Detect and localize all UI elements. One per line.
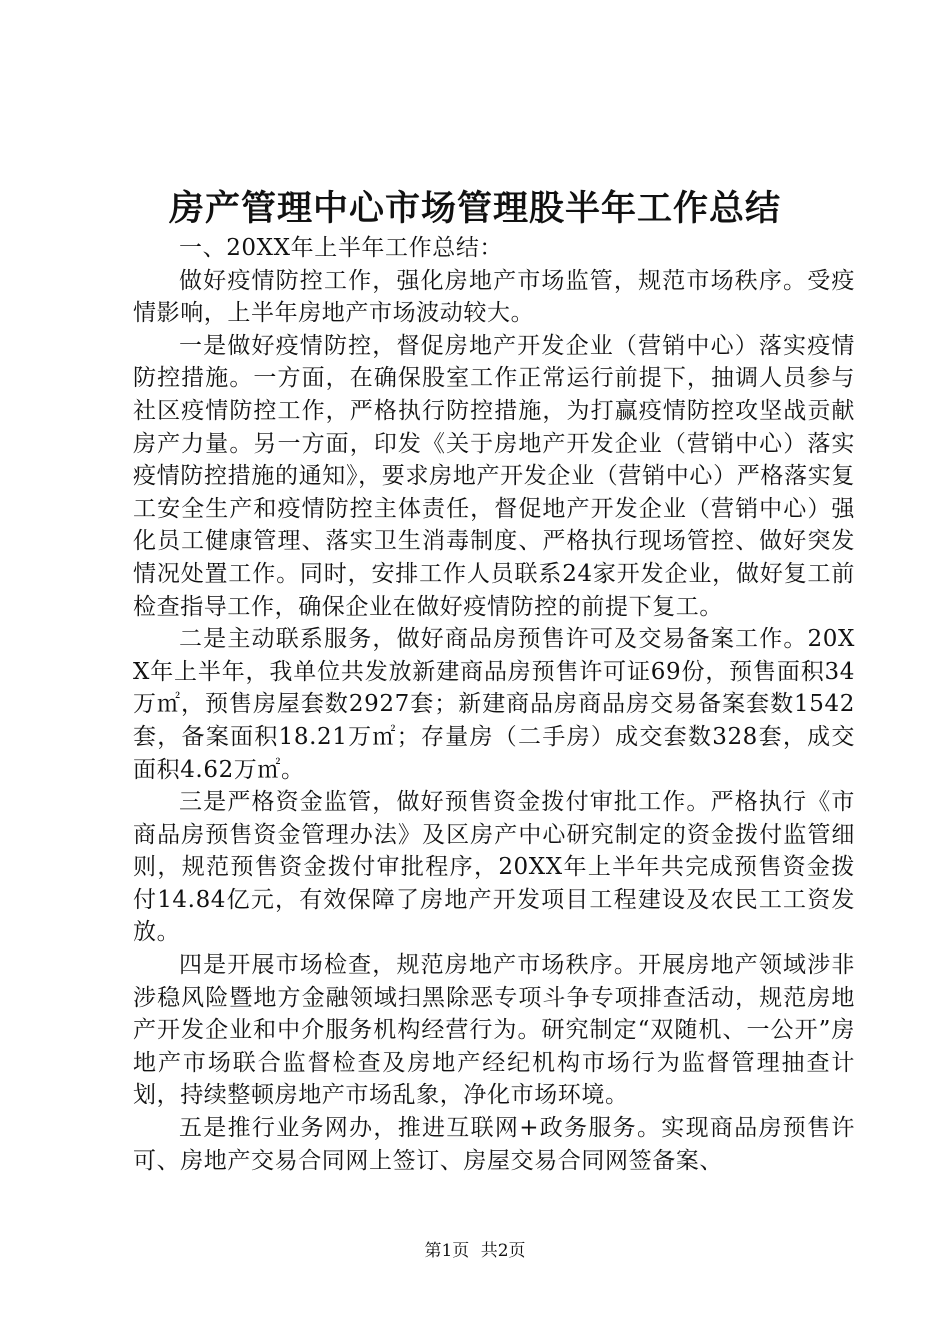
paragraph-item-2: 二是主动联系服务，做好商品房预售许可及交易备案工作。20XX年上半年，我单位共发放新建商品房预售许可证69份，预售面积34万㎡，预售房屋套数2927套；新建商品房商品房交易备案套数1542套，备案面积18.21万㎡；存量房（二手房）成交套数328套，成交面积4.62万㎡。 (133, 626, 855, 783)
page-number: 第1页 (424, 1241, 470, 1261)
paragraph-item-3: 三是严格资金监管，做好预售资金拨付审批工作。严格执行《市商品房预售资金管理办法》及区房产中心研究制定的资金拨付监管细则，规范预售资金拨付审批程序，20XX年上半年共完成预售资金拨付14.84亿元，有效保障了房地产开发项目工程建设及农民工工资发放。 (133, 789, 855, 946)
document-title: 房产管理中心市场管理股半年工作总结 (168, 188, 781, 229)
paragraph-item-5: 五是推行业务网办，推进互联网+政务服务。实现商品房预售许可、房地产交易合同网上签订、房屋交易合同网签备案、 (133, 1115, 855, 1174)
page-footer (0, 1240, 950, 1262)
paragraph-item-1: 一是做好疫情防控，督促房地产开发企业（营销中心）落实疫情防控措施。一方面，在确保股室工作正常运行前提下，抽调人员参与社区疫情防控工作，严格执行防控措施，为打赢疫情防控攻坚战贡献房产力量。另一方面，印发《关于房地产开发企业（营销中心）落实疫情防控措施的通知》，要求房地产开发企业（营销中心）严格落实复工安全生产和疫情防控主体责任，督促地产开发企业（营销中心）强化员工健康管理、落实卫生消毒制度、严格执行现场管控、做好突发情况处置工作。同时，安排工作人员联系24家开发企业，做好复工前检查指导工作，确保企业在做好疫情防控的前提下复工。 (133, 332, 855, 620)
page-total: 共2页 (480, 1241, 526, 1261)
section-heading: 一、20XX年上半年工作总结： (179, 235, 504, 261)
document-body (133, 232, 855, 1177)
paragraph-item-4: 四是开展市场检查，规范房地产市场秩序。开展房地产领域涉非涉稳风险暨地方金融领域扫黑除恶专项斗争专项排查活动，规范房地产开发企业和中介服务机构经营行为。研究制定“双随机、一公开”房地产市场联合监督检查及房地产经纪机构市场行为监督管理抽查计划，持续整顿房地产市场乱象，净化市场环境。 (133, 952, 855, 1109)
paragraph-intro: 做好疫情防控工作，强化房地产市场监管，规范市场秩序。受疫情影响，上半年房地产市场波动较大。 (133, 267, 855, 327)
